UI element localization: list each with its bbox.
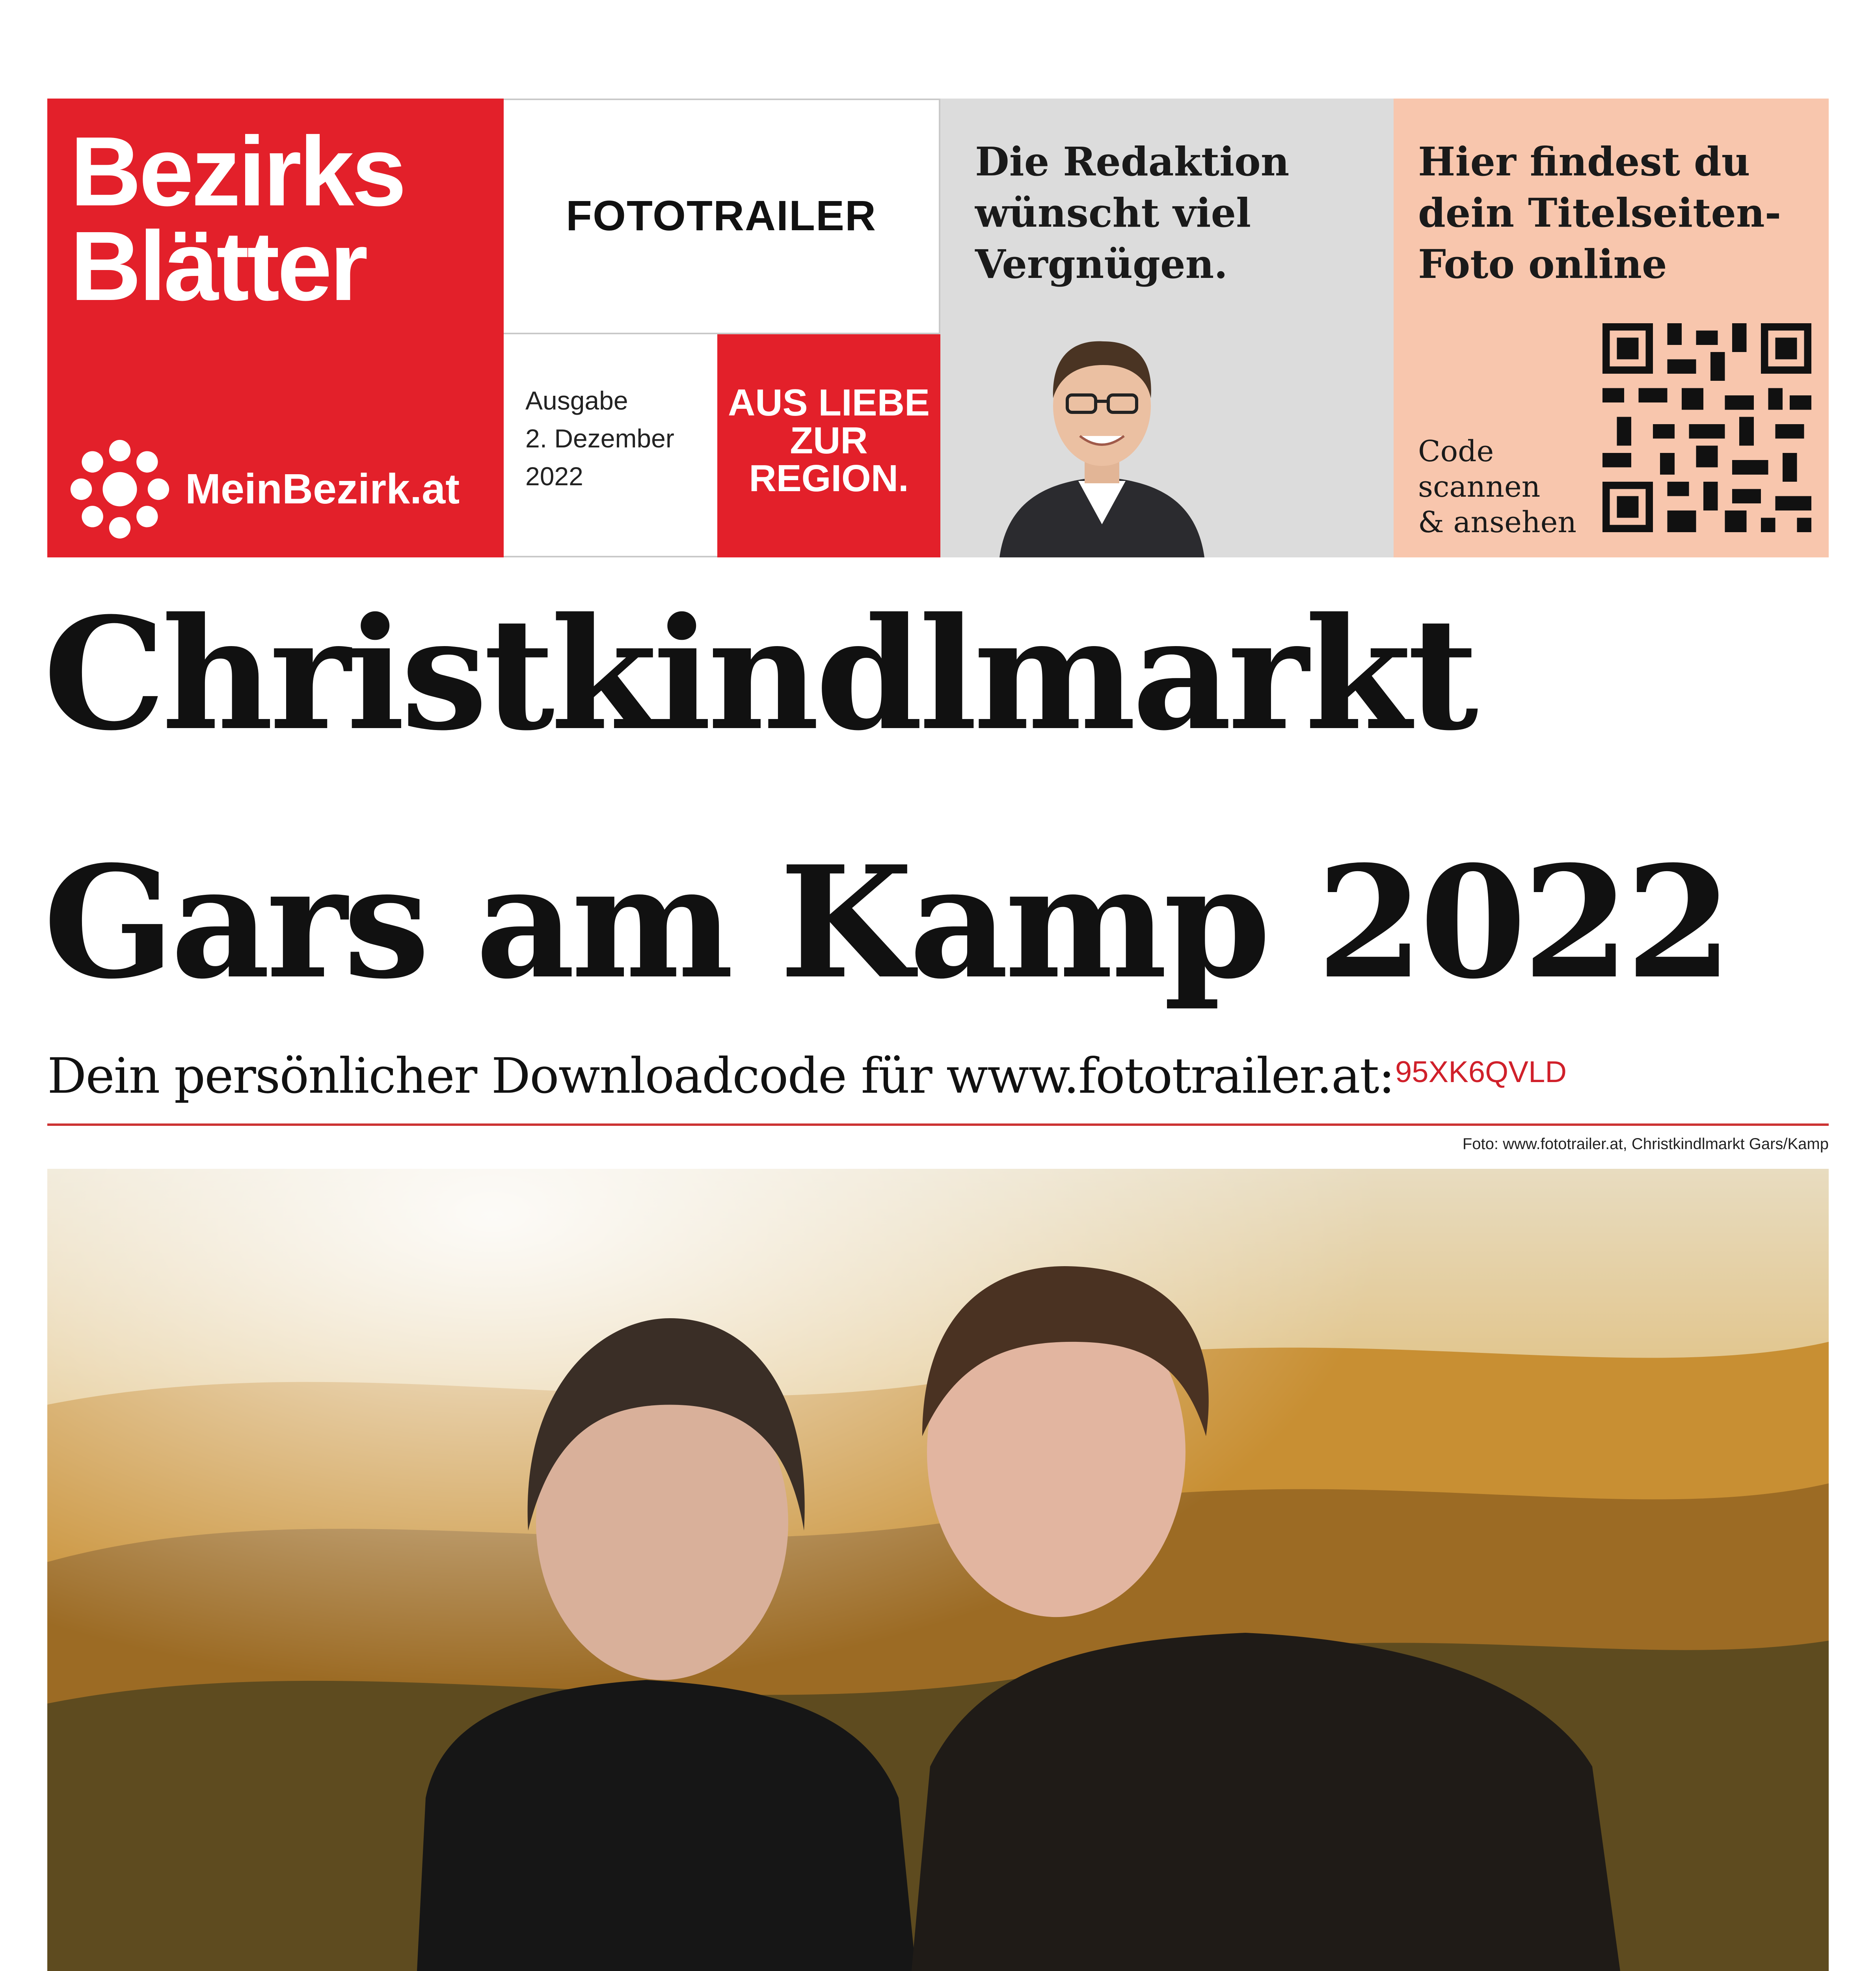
slogan-line1: AUS LIEBE xyxy=(728,382,930,424)
scan-line3: & ansehen xyxy=(1418,505,1577,539)
editor-box xyxy=(940,99,1394,557)
divider xyxy=(47,1123,1829,1126)
section-label-box xyxy=(504,99,940,334)
bezirksblaetter-logo-block xyxy=(47,99,504,557)
issue-date-line2: 2022 xyxy=(525,462,583,491)
online-line1: Hier findest du xyxy=(1418,138,1750,185)
issue-date-line1: 2. Dezember xyxy=(525,424,674,453)
issue-label: Ausgabe xyxy=(525,386,628,415)
editor-line1: Die Redaktion xyxy=(975,138,1290,185)
editor-line2: wünscht viel xyxy=(975,190,1251,236)
section-label: FOTOTRAILER xyxy=(566,192,877,239)
qr-code-icon[interactable] xyxy=(1602,323,1811,532)
headline-line2: Gars am Kamp 2022 xyxy=(43,832,1729,1013)
editor-portrait xyxy=(992,319,1212,557)
headline-line1: Christkindlmarkt xyxy=(43,584,1475,764)
online-line3: Foto online xyxy=(1418,241,1667,287)
slogan-line2: ZUR xyxy=(790,419,868,462)
brand-site: MeinBezirk.at xyxy=(185,465,460,512)
slogan-line3: REGION. xyxy=(749,457,909,499)
sun-logo-icon xyxy=(66,436,173,543)
cover-photo xyxy=(47,1169,1829,1971)
slogan-box xyxy=(717,334,940,557)
online-box xyxy=(1394,99,1829,557)
scan-line1: Code xyxy=(1418,434,1494,468)
download-label: Dein persönlicher Downloadcode für www.fototrailer.at: xyxy=(47,1048,1394,1105)
editor-line3: Vergnügen. xyxy=(975,241,1228,287)
online-line2: dein Titelseiten- xyxy=(1418,190,1781,236)
scan-line2: scannen xyxy=(1418,470,1541,504)
photo-credit: Foto: www.fototrailer.at, Christkindlmarkt Gars/Kamp xyxy=(1462,1135,1829,1153)
issue-box xyxy=(504,334,717,557)
brand-line-1: Bezirks xyxy=(70,116,404,226)
brand-line-2: Blätter xyxy=(70,211,366,321)
download-code[interactable]: 95XK6QVLD xyxy=(1395,1055,1567,1089)
